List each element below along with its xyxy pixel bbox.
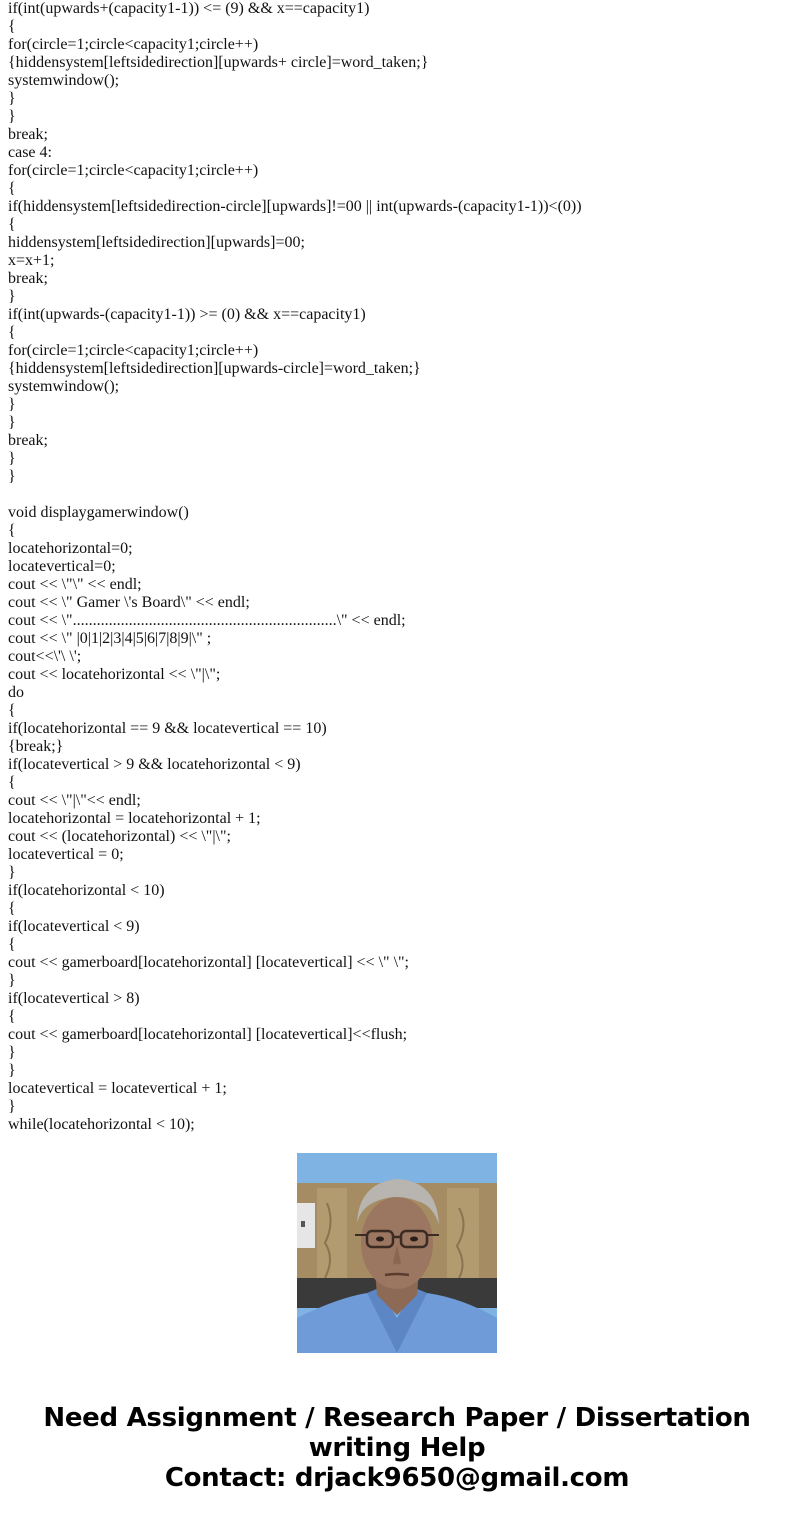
code-line: { (8, 216, 16, 233)
code-line: do (8, 684, 24, 701)
code-line: locatevertical = 0; (8, 846, 124, 863)
code-line: systemwindow(); (8, 378, 120, 395)
code-line: } (8, 288, 16, 305)
code-line: void displaygamerwindow() (8, 504, 189, 521)
code-line: } (8, 1062, 16, 1079)
code-line: } (8, 90, 16, 107)
code-line: { (8, 936, 16, 953)
code-line: cout << \" |0|1|2|3|4|5|6|7|8|9|\" ; (8, 630, 212, 647)
author-portrait-icon (297, 1153, 497, 1353)
banner-headline: Need Assignment / Research Paper / Dissertation (43, 1403, 751, 1433)
code-line: {break;} (8, 738, 64, 755)
code-line: { (8, 702, 16, 719)
code-line: } (8, 864, 16, 881)
banner-subheadline: writing Help (308, 1433, 486, 1463)
code-line: locatevertical=0; (8, 558, 116, 575)
code-line: { (8, 522, 16, 539)
code-line: if(locatevertical > 8) (8, 990, 140, 1007)
code-line: break; (8, 126, 48, 143)
code-line: {hiddensystem[leftsidedirection][upwards+ circle]=word_taken;} (8, 54, 429, 71)
code-line: cout << \" Gamer \'s Board\" << endl; (8, 594, 250, 611)
code-line: cout << locatehorizontal << \"|\"; (8, 666, 221, 683)
contact-email: Contact: drjack9650@gmail.com (164, 1463, 630, 1493)
author-avatar (297, 1153, 497, 1353)
contact-banner (0, 1403, 794, 1493)
code-line: {hiddensystem[leftsidedirection][upwards-circle]=word_taken;} (8, 360, 421, 377)
code-line: if(locatevertical > 9 && locatehorizontal < 9) (8, 756, 301, 773)
code-line: locatehorizontal=0; (8, 540, 133, 557)
code-line: } (8, 396, 16, 413)
code-line: locatehorizontal = locatehorizontal + 1; (8, 810, 261, 827)
code-line: cout << \"\" << endl; (8, 576, 142, 593)
code-line: cout << \"..................................................................\" << endl; (8, 612, 406, 629)
code-line: if(locatehorizontal == 9 && locatevertical == 10) (8, 720, 327, 737)
code-snippet (8, 0, 788, 1133)
code-line: if(locatevertical < 9) (8, 918, 140, 935)
code-line: if(locatehorizontal < 10) (8, 882, 165, 899)
code-line: x=x+1; (8, 252, 55, 269)
code-line: } (8, 108, 16, 125)
code-line: cout<<\'\ \'; (8, 648, 82, 665)
code-line: if(int(upwards-(capacity1-1)) >= (0) && x==capacity1) (8, 306, 366, 323)
code-line: } (8, 1098, 16, 1115)
code-line: } (8, 972, 16, 989)
code-line: if(hiddensystem[leftsidedirection-circle][upwards]!=00 || int(upwards-(capacity1-1))<(0)) (8, 198, 582, 215)
code-line: } (8, 468, 16, 485)
code-line: break; (8, 432, 48, 449)
code-line: for(circle=1;circle<capacity1;circle++) (8, 36, 259, 53)
code-line: cout << (locatehorizontal) << \"|\"; (8, 828, 231, 845)
code-line: break; (8, 270, 48, 287)
code-line: for(circle=1;circle<capacity1;circle++) (8, 162, 259, 179)
code-line: cout << \"|\"<< endl; (8, 792, 141, 809)
code-line: while(locatehorizontal < 10); (8, 1116, 195, 1133)
code-line: } (8, 414, 16, 431)
code-line: { (8, 900, 16, 917)
code-line (8, 486, 788, 504)
code-line: } (8, 1044, 16, 1061)
code-line: } (8, 450, 16, 467)
code-line: systemwindow(); (8, 72, 120, 89)
code-line: locatevertical = locatevertical + 1; (8, 1080, 227, 1097)
code-line: if(int(upwards+(capacity1-1)) <= (9) && x==capacity1) (8, 0, 370, 17)
code-line: { (8, 180, 16, 197)
code-line: { (8, 18, 16, 35)
code-line: cout << gamerboard[locatehorizontal] [locatevertical] << \" \"; (8, 954, 409, 971)
code-line: case 4: (8, 144, 52, 161)
code-line: for(circle=1;circle<capacity1;circle++) (8, 342, 259, 359)
code-line: { (8, 1008, 16, 1025)
code-line: cout << gamerboard[locatehorizontal] [locatevertical]<<flush; (8, 1026, 408, 1043)
code-line: hiddensystem[leftsidedirection][upwards]=00; (8, 234, 305, 251)
code-line: { (8, 324, 16, 341)
code-line: { (8, 774, 16, 791)
